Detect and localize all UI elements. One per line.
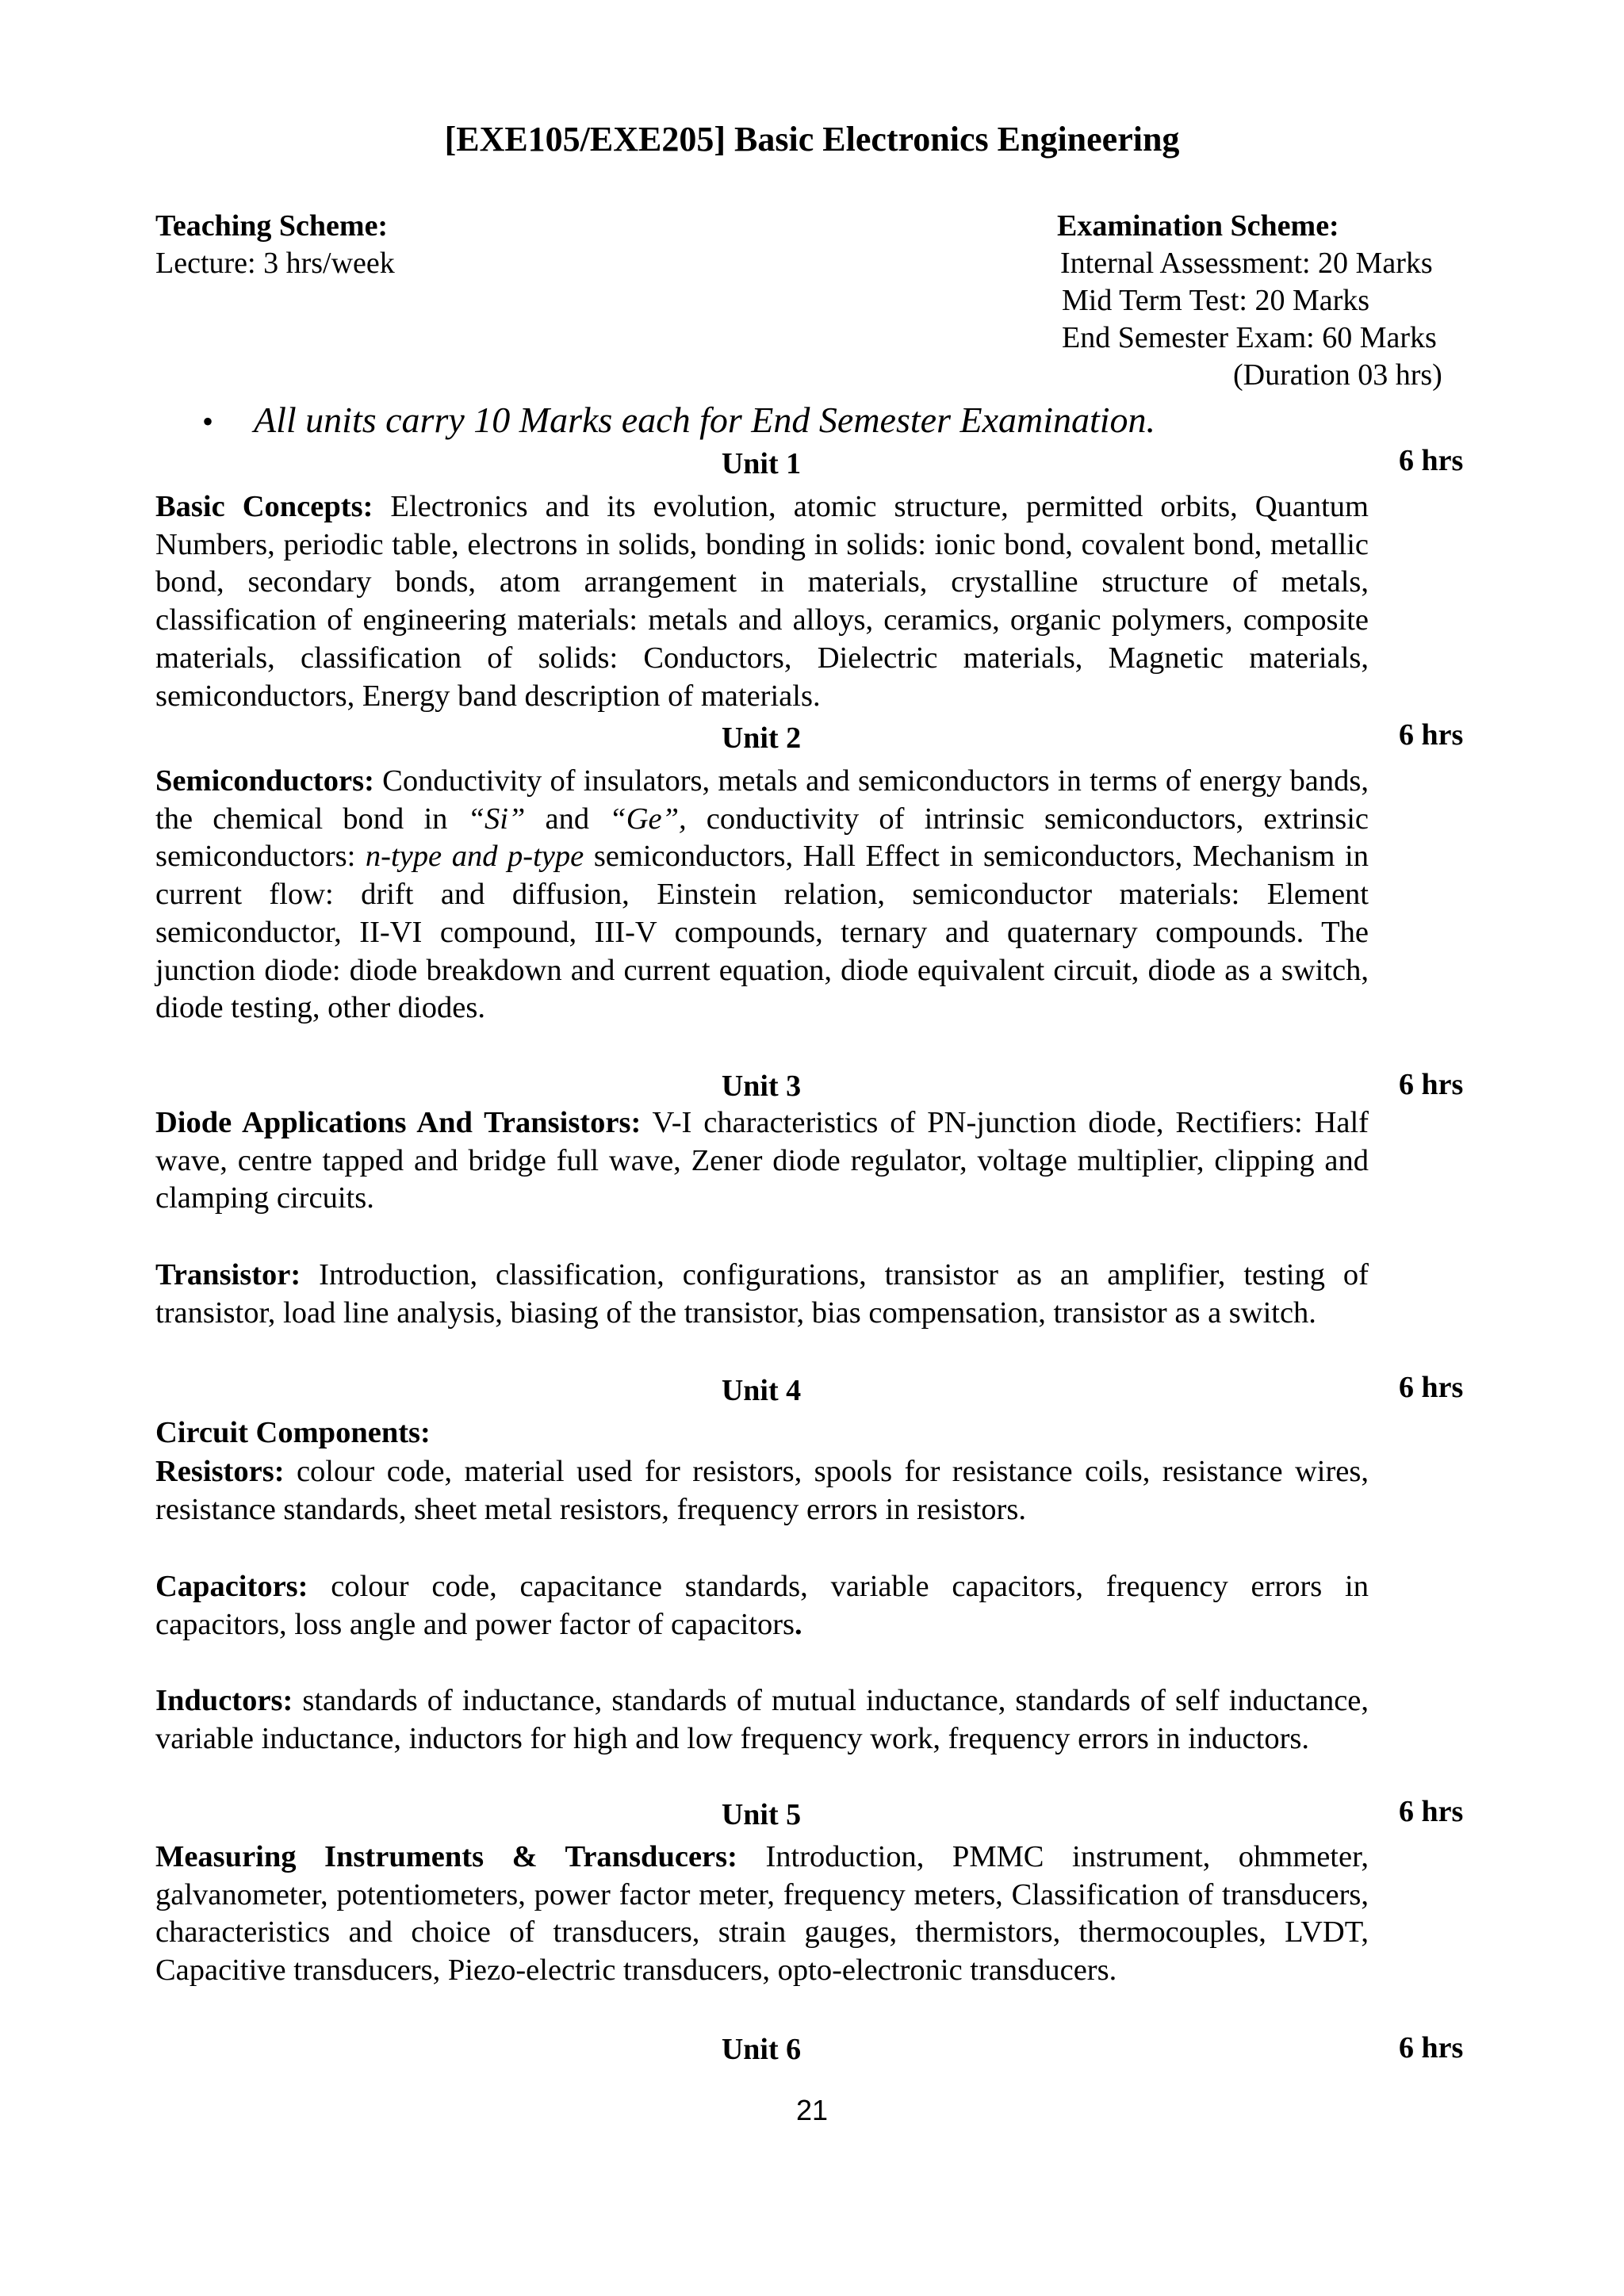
semiconductors-text-3: conductivity of intrinsic semiconductors, extrinsic semiconductors:: [155, 802, 1369, 874]
unit-1-basic-concepts: [155, 488, 1369, 715]
exam-duration: (Duration 03 hrs): [1233, 358, 1442, 392]
unit-3-title: Unit 3: [721, 1070, 802, 1103]
course-title: [EXE105/EXE205] Basic Electronics Engineering: [444, 120, 1180, 159]
transistor-label: Transistor:: [155, 1258, 301, 1292]
unit-1-title: Unit 1: [721, 447, 802, 480]
capacitors-label: Capacitors:: [155, 1570, 308, 1603]
unit-2-semiconductors: [155, 763, 1369, 1027]
resistors-label: Resistors:: [155, 1455, 285, 1488]
marks-note: [202, 399, 1155, 441]
inductors-text: standards of inductance, standards of mutual inductance, standards of self inductance, variable inductance, inductors for high and low frequency work, frequency errors in inductors.: [155, 1684, 1369, 1755]
unit-6-title: Unit 6: [721, 2033, 802, 2066]
page-number: 21: [795, 2094, 829, 2126]
unit-4-hours: 6 hrs: [1399, 1371, 1464, 1404]
semiconductors-text-1: Conductivity of insulators, metals and semiconductors in terms of energy bands, the chemical bond in: [155, 764, 1369, 836]
capacitors-period: .: [795, 1607, 802, 1641]
semiconductors-label: Semiconductors:: [155, 764, 374, 798]
si-italic: “Si”: [467, 802, 526, 836]
internal-assessment: Internal Assessment: 20 Marks: [1060, 247, 1433, 280]
semiconductors-text-4: semiconductors, Hall Effect in semiconductors, Mechanism in current flow: drift and diffusion, Einstein relation, semiconductor materials: Element semiconductor, II-VI compound, III-V compounds, ternary and quaternary compounds. The junction diode: diode breakdown and current equation, diode equivalent circuit, diode as a switch, diode testing, other diodes.: [155, 840, 1369, 1025]
unit-5-title: Unit 5: [721, 1798, 802, 1831]
lecture-hours: Lecture: 3 hrs/week: [155, 247, 395, 280]
unit-4-inductors: [155, 1682, 1369, 1758]
unit-3-transistor: [155, 1257, 1369, 1332]
unit-2-title: Unit 2: [721, 721, 802, 755]
capacitors-text: colour code, capacitance standards, variable capacitors, frequency errors in capacitors, loss angle and power factor of capacitors: [155, 1570, 1369, 1641]
basic-concepts-label: Basic Concepts:: [155, 490, 373, 523]
circuit-components-heading: Circuit Components:: [155, 1416, 431, 1449]
unit-2-hours: 6 hrs: [1399, 718, 1464, 752]
diode-applications-text: V-I characteristics of PN-junction diode, Rectifiers: Half wave, centre tapped and bridge full wave, Zener diode regulator, voltage multiplier, clipping and clamping circuits.: [155, 1106, 1369, 1215]
semiconductors-text-2: and: [525, 802, 610, 836]
end-semester-exam: End Semester Exam: 60 Marks: [1062, 321, 1437, 354]
unit-4-resistors: [155, 1453, 1369, 1529]
inductors-label: Inductors:: [155, 1684, 293, 1717]
measuring-instruments-label: Measuring Instruments & Transducers:: [155, 1840, 737, 1873]
ge-italic: “Ge”,: [609, 802, 687, 836]
unit-6-hours: 6 hrs: [1399, 2031, 1464, 2064]
diode-applications-label: Diode Applications And Transistors:: [155, 1106, 642, 1139]
marks-note-text: All units carry 10 Marks each for End Semester Examination.: [254, 400, 1156, 440]
mid-term-test: Mid Term Test: 20 Marks: [1062, 284, 1370, 317]
np-type-italic: n-type and p-type: [365, 840, 584, 874]
basic-concepts-text: Electronics and its evolution, atomic structure, permitted orbits, Quantum Numbers, periodic table, electrons in solids, bonding in solids: ionic bond, covalent bond, metallic bond, secondary bonds, atom arrangement in materials, crystalline structure of metals, classification of engineering materials: metals and alloys, ceramics, organic polymers, composite materials, classification of solids: Conductors, Dielectric materials, Magnetic materials, semiconductors, Energy band description of materials.: [155, 490, 1369, 713]
unit-4-capacitors: [155, 1568, 1369, 1644]
measuring-instruments-text: Introduction, PMMC instrument, ohmmeter, galvanometer, potentiometers, power factor meter, frequency meters, Classification of transducers, characteristics and choice of transducers, strain gauges, thermistors, thermocouples, LVDT, Capacitive transducers, Piezo-electric transducers, opto-electronic transducers.: [155, 1840, 1369, 1988]
transistor-text: Introduction, classification, configurations, transistor as an amplifier, testing of transistor, load line analysis, biasing of the transistor, bias compensation, transistor as a switch.: [155, 1258, 1369, 1330]
unit-3-diode-applications: [155, 1104, 1369, 1218]
bullet-icon: •: [202, 404, 214, 439]
unit-5-measuring-instruments: [155, 1839, 1369, 1990]
unit-5-hours: 6 hrs: [1399, 1795, 1464, 1828]
unit-4-title: Unit 4: [721, 1374, 802, 1407]
teaching-scheme-heading: Teaching Scheme:: [155, 209, 389, 243]
unit-3-hours: 6 hrs: [1399, 1068, 1464, 1101]
resistors-text: colour code, material used for resistors, spools for resistance coils, resistance wires, resistance standards, sheet metal resistors, frequency errors in resistors.: [155, 1455, 1369, 1526]
examination-scheme-heading: Examination Scheme:: [1057, 209, 1339, 243]
unit-1-hours: 6 hrs: [1399, 444, 1464, 477]
